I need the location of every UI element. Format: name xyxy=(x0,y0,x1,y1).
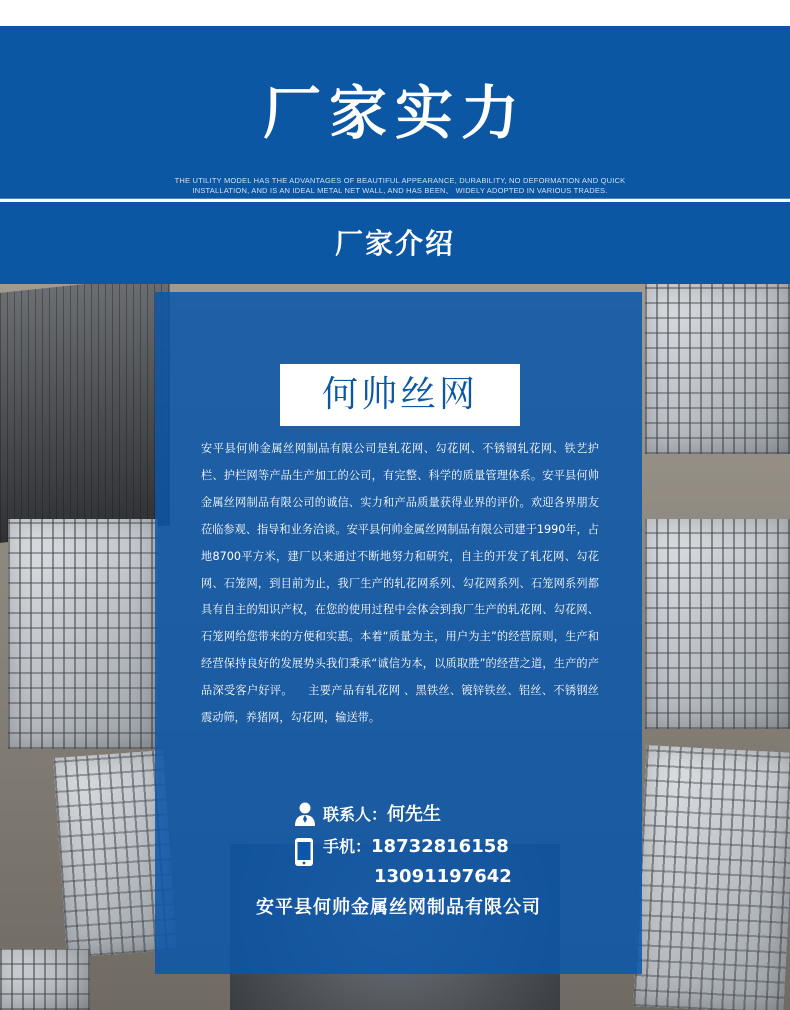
photo-steel-stack-left xyxy=(0,284,170,543)
brand-name: 何帅丝网 xyxy=(321,374,478,415)
contact-row xyxy=(323,803,441,827)
phone-label: 手机： xyxy=(323,837,372,856)
company-description: 安平县何帅金属丝网制品有限公司是轧花网、勾花网、不锈钢轧花网、铁艺护栏、护栏网等产品生产加工的公司，有完整、科学的质量管理体系。安平县何帅金属丝网制品有限公司的诚信、实力和产品质量获得业界的评价。欢迎各界朋友莅临参观、指导和业务洽谈。安平县何帅金属丝网制品有限公司建于1990年，占地8700平方米，建厂以来通过不断地努力和研究，自主的开发了轧花网、勾花网、石笼网，到目前为止，我厂生产的轧花网系列、勾花网系列、石笼网系列都具有自主的知识产权，在您的使用过程中会体会到我厂生产的轧花网、勾花网、石笼网给您带来的方便和实惠。本着“质量为主，用户为主”的经营原则，生产和经营保持良好的发展势头我们秉承“诚信为本，以质取胜”的经营之道，生产的产品深受客户好评。 主要产品有轧花网 、黑铁丝、镀锌铁丝、铝丝、不锈钢丝震动筛，养猪网，勾花网，输送带。 xyxy=(201,442,599,725)
contact-label: 联系人： xyxy=(323,805,388,824)
phone-number-2: 13091197642 xyxy=(374,866,512,887)
phone-row-2 xyxy=(374,865,512,889)
company-name-footer: 安平县何帅金属丝网制品有限公司 xyxy=(256,897,541,918)
banner-subtitle: THE UTILITY MODEL HAS THE ADVANTAGES OF BEAUTIFUL APPEARANCE, DURABILITY, NO DEFORMATION AND QUICK INSTALLATION, AND IS AN IDEAL METAL NET WALL, AND HAS BEEN、 WIDELY ADOPTED IN VARIOUS TRADES. xyxy=(174,176,626,195)
phone-number-1: 18732816158 xyxy=(371,836,509,857)
person-icon xyxy=(294,802,316,826)
company-info-panel xyxy=(155,292,642,974)
top-banner xyxy=(0,26,790,199)
photo-grating-right-3 xyxy=(633,745,790,1010)
photo-grating-right-1 xyxy=(645,284,790,454)
section-title: 厂家介绍 xyxy=(334,227,455,260)
photo-grating-right-2 xyxy=(645,519,790,729)
contact-name: 何先生 xyxy=(387,804,442,825)
brand-box xyxy=(280,364,520,426)
banner-title: 厂家实力 xyxy=(262,79,527,147)
section-header xyxy=(0,202,790,284)
photo-grating-left-3 xyxy=(0,949,90,1010)
phone-row xyxy=(323,835,509,859)
phone-icon xyxy=(294,837,314,867)
photo-grating-left-1 xyxy=(8,519,158,749)
